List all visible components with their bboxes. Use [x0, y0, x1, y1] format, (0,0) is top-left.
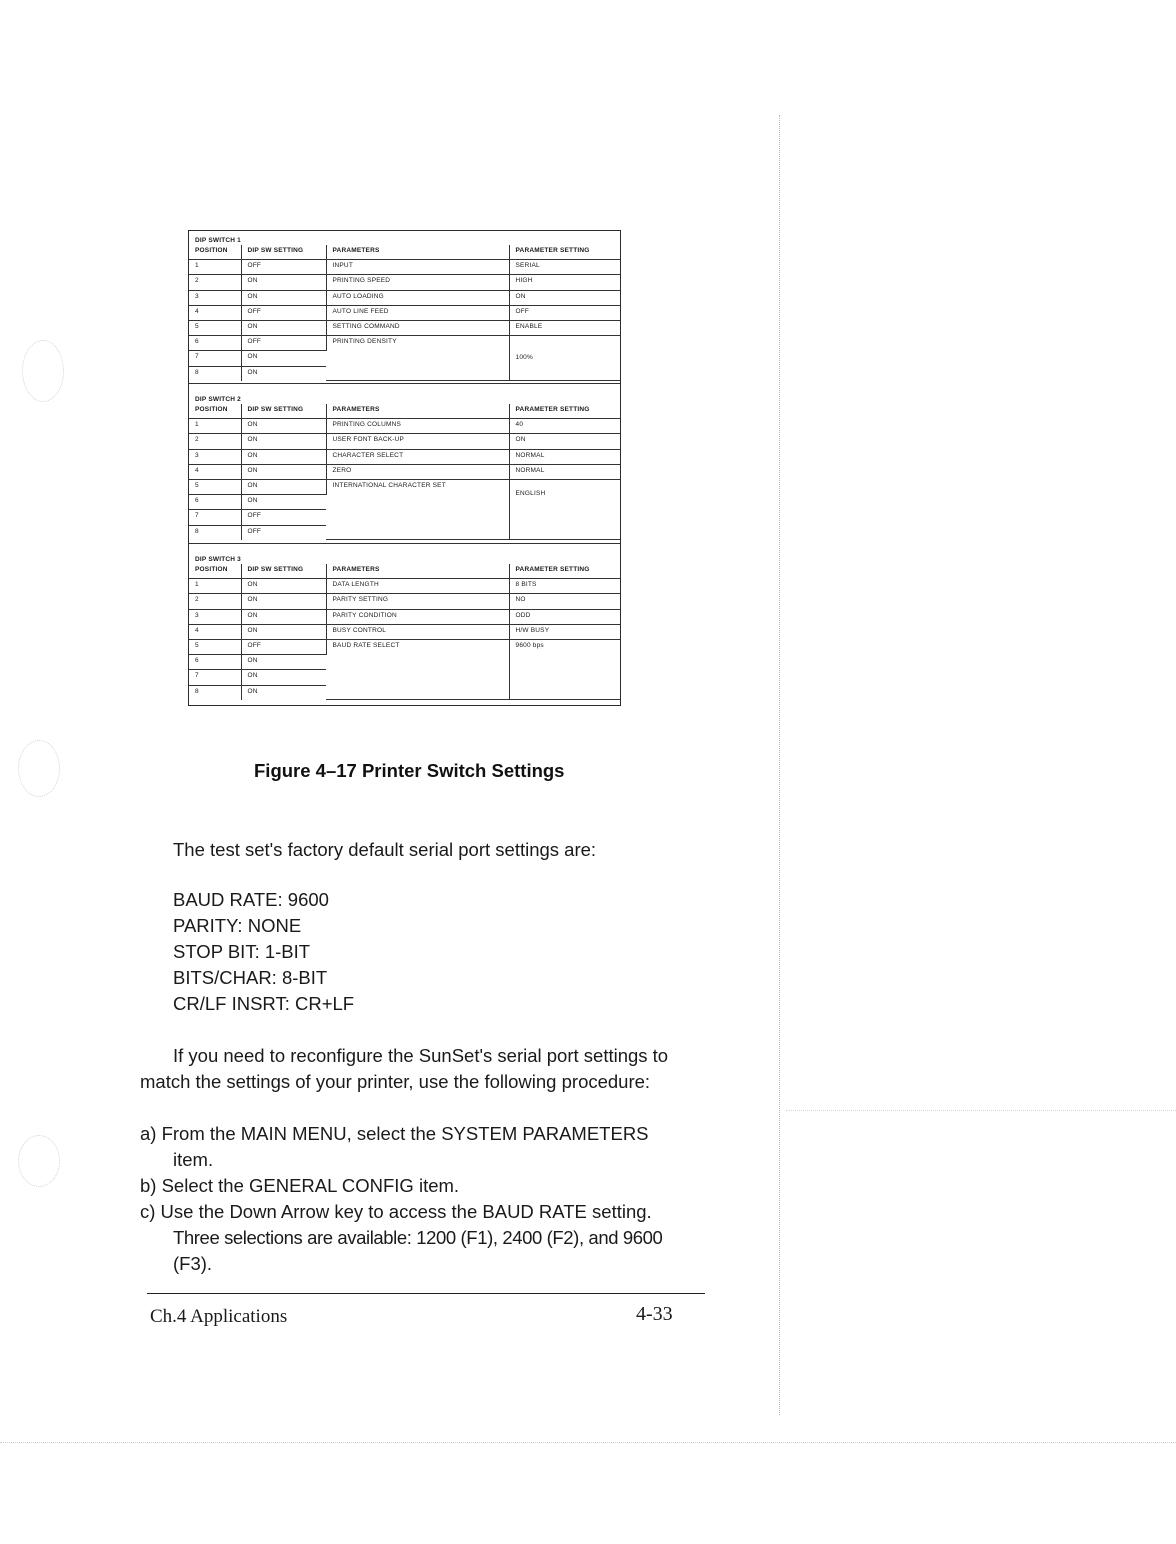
table-row — [189, 320, 620, 335]
parameter-cell: INTERNATIONAL CHARACTER SET — [326, 479, 509, 539]
parameter-value-cell: 40 — [509, 419, 620, 434]
position-cell: 3 — [189, 609, 241, 624]
table-row — [189, 290, 620, 305]
parameter-value-cell: HIGH — [509, 275, 620, 290]
parameter-value-cell: H/W BUSY — [509, 624, 620, 639]
dip-setting-cell: ON — [241, 579, 326, 594]
position-cell: 5 — [189, 320, 241, 335]
position-cell: 4 — [189, 624, 241, 639]
default-baud-rate: BAUD RATE: 9600 — [173, 889, 329, 910]
parameter-value-cell: ODD — [509, 609, 620, 624]
table-row — [189, 609, 620, 624]
dip-setting-cell: OFF — [241, 639, 326, 654]
dip-setting-cell: ON — [247, 687, 258, 695]
scan-bottom-line — [0, 1442, 1176, 1443]
table-row — [189, 260, 620, 275]
dip-setting-cell: ON — [241, 670, 326, 685]
position-cell: 3 — [189, 449, 241, 464]
position-cell: 1 — [189, 419, 241, 434]
parameter-cell: DATA LENGTH — [326, 579, 509, 594]
position-cell: 7 — [189, 351, 241, 366]
position-cell: 2 — [189, 434, 241, 449]
parameter-value-cell: ENGLISH — [509, 479, 620, 539]
parameter-cell: PRINTING SPEED — [326, 275, 509, 290]
table-row — [189, 336, 620, 351]
header-position: POSITION — [189, 404, 241, 419]
dip-switch-3-label: DIP SWITCH 3 — [195, 556, 241, 563]
dip-setting-cell: OFF — [241, 336, 326, 351]
header-position: POSITION — [189, 245, 241, 260]
dip-setting-cell: OFF — [241, 510, 326, 525]
footer-page-number: 4-33 — [636, 1303, 673, 1325]
position-cell: 6 — [189, 495, 241, 510]
dip-setting-cell: ON — [241, 320, 326, 335]
position-cell: 2 — [189, 275, 241, 290]
header-parameter-setting: PARAMETER SETTING — [509, 245, 620, 260]
dip-setting-cell: ON — [247, 368, 258, 376]
figure-caption: Figure 4–17 Printer Switch Settings — [254, 760, 565, 781]
table-row — [189, 479, 620, 494]
dip-switch-1-table — [189, 245, 620, 381]
position-cell: 4 — [189, 464, 241, 479]
scan-smudge — [18, 740, 60, 797]
scan-margin-line — [779, 115, 780, 1415]
step-a-continued: item. — [173, 1149, 214, 1170]
parameter-cell: BAUD RATE SELECT — [326, 639, 509, 699]
dip-setting-cell: ON — [241, 594, 326, 609]
footer-rule — [147, 1293, 705, 1294]
dip-setting-cell: ON — [241, 434, 326, 449]
table-row — [189, 639, 620, 654]
header-parameter-setting: PARAMETER SETTING — [509, 404, 620, 419]
position-cell: 1 — [189, 260, 241, 275]
position-cell: 8 — [189, 366, 241, 381]
position-cell: 1 — [189, 579, 241, 594]
step-c-continued: Three selections are available: 1200 (F1), 2400 (F2), and 9600 — [173, 1227, 663, 1248]
position-cell: 5 — [189, 639, 241, 654]
position-cell: 7 — [189, 510, 241, 525]
header-parameters: PARAMETERS — [326, 404, 509, 419]
dip-switch-3-table — [189, 564, 620, 700]
dip-setting-cell: ON — [241, 624, 326, 639]
dip-setting-cell: OFF — [241, 260, 326, 275]
table-row — [189, 579, 620, 594]
step-c: c) Use the Down Arrow key to access the BAUD RATE setting. — [140, 1201, 652, 1222]
dip-setting-cell: ON — [241, 609, 326, 624]
procedure-paragraph-line1: If you need to reconfigure the SunSet's serial port settings to — [173, 1045, 669, 1066]
table-row — [189, 464, 620, 479]
default-stop-bit: STOP BIT: 1-BIT — [173, 941, 311, 962]
dip-setting-cell: ON — [241, 351, 326, 366]
default-crlf-insert: CR/LF INSRT: CR+LF — [173, 993, 355, 1014]
parameter-value-cell: ON — [509, 290, 620, 305]
dip-setting-cell: OFF — [247, 527, 262, 535]
scan-side-line — [786, 1110, 1176, 1111]
parameter-value-cell: SERIAL — [509, 260, 620, 275]
position-cell: 3 — [189, 290, 241, 305]
default-bits-char: BITS/CHAR: 8-BIT — [173, 967, 328, 988]
position-cell: 6 — [189, 655, 241, 670]
parameter-value-cell: ENABLE — [509, 320, 620, 335]
table-header-row — [189, 245, 620, 260]
header-parameter-setting: PARAMETER SETTING — [509, 564, 620, 579]
dip-setting-cell: ON — [241, 495, 326, 510]
parameter-value-cell: NORMAL — [509, 449, 620, 464]
step-a: a) From the MAIN MENU, select the SYSTEM PARAMETERS — [140, 1123, 649, 1144]
header-dip-setting: DIP SW SETTING — [241, 245, 326, 260]
footer-chapter: Ch.4 Applications — [150, 1306, 288, 1327]
parameter-cell: CHARACTER SELECT — [326, 449, 509, 464]
parameter-cell: AUTO LOADING — [326, 290, 509, 305]
header-dip-setting: DIP SW SETTING — [241, 564, 326, 579]
parameter-cell: PARITY CONDITION — [326, 609, 509, 624]
parameter-cell: INPUT — [326, 260, 509, 275]
parameter-cell: ZERO — [326, 464, 509, 479]
default-parity: PARITY: NONE — [173, 915, 302, 936]
position-cell: 7 — [189, 670, 241, 685]
parameter-value-cell: 100% — [509, 336, 620, 381]
dip-switch-2-table — [189, 404, 620, 540]
table-row — [189, 305, 620, 320]
position-cell: 2 — [189, 594, 241, 609]
parameter-cell: PRINTING COLUMNS — [326, 419, 509, 434]
dip-switch-1-label: DIP SWITCH 1 — [195, 237, 241, 244]
position-cell: 8 — [189, 525, 241, 540]
table-row — [189, 624, 620, 639]
parameter-cell: PARITY SETTING — [326, 594, 509, 609]
header-parameters: PARAMETERS — [326, 564, 509, 579]
header-dip-setting: DIP SW SETTING — [241, 404, 326, 419]
parameter-value-cell: NO — [509, 594, 620, 609]
parameter-cell: PRINTING DENSITY — [326, 336, 509, 381]
step-c-end: (F3). — [173, 1253, 213, 1274]
procedure-paragraph-line2: match the settings of your printer, use the following procedure: — [140, 1071, 651, 1092]
dip-setting-cell: ON — [241, 290, 326, 305]
parameter-cell: BUSY CONTROL — [326, 624, 509, 639]
parameter-value-cell: ON — [509, 434, 620, 449]
header-position: POSITION — [189, 564, 241, 579]
parameter-value-cell: OFF — [509, 305, 620, 320]
dip-setting-cell: ON — [241, 419, 326, 434]
header-parameters: PARAMETERS — [326, 245, 509, 260]
table-header-row — [189, 564, 620, 579]
dip-switch-2-label: DIP SWITCH 2 — [195, 396, 241, 403]
dip-setting-cell: ON — [241, 449, 326, 464]
table-row — [189, 434, 620, 449]
intro-paragraph: The test set's factory default serial port settings are: — [173, 839, 597, 860]
step-b: b) Select the GENERAL CONFIG item. — [140, 1175, 460, 1196]
table-row — [189, 449, 620, 464]
scan-smudge — [18, 1135, 60, 1187]
parameter-cell: SETTING COMMAND — [326, 320, 509, 335]
scan-smudge — [22, 340, 64, 402]
section-divider — [189, 383, 620, 384]
parameter-value-cell: 9600 bps — [509, 639, 620, 699]
dip-switch-figure — [188, 230, 621, 706]
dip-setting-cell: ON — [241, 275, 326, 290]
position-cell: 8 — [189, 685, 241, 700]
position-cell: 6 — [189, 336, 241, 351]
position-cell: 4 — [189, 305, 241, 320]
section-divider — [189, 543, 620, 544]
table-header-row — [189, 404, 620, 419]
dip-setting-cell: ON — [241, 655, 326, 670]
parameter-cell: USER FONT BACK-UP — [326, 434, 509, 449]
parameter-value-cell: NORMAL — [509, 464, 620, 479]
position-cell: 5 — [189, 479, 241, 494]
dip-setting-cell: OFF — [241, 305, 326, 320]
defaults-list — [173, 887, 354, 1017]
parameter-cell: AUTO LINE FEED — [326, 305, 509, 320]
dip-setting-cell: ON — [241, 479, 326, 494]
table-row — [189, 419, 620, 434]
dip-setting-cell: ON — [241, 464, 326, 479]
parameter-value-cell: 8 BITS — [509, 579, 620, 594]
table-row — [189, 594, 620, 609]
table-row — [189, 275, 620, 290]
